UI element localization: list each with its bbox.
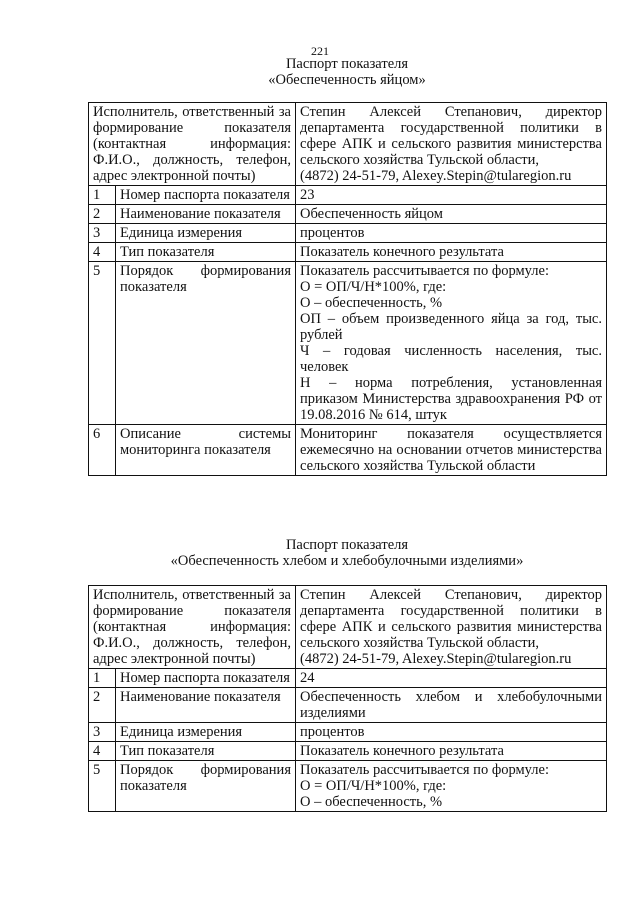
row-label: Наименование показателя bbox=[116, 688, 296, 723]
row-number: 3 bbox=[89, 224, 116, 243]
row-number: 5 bbox=[89, 262, 116, 425]
row-value: Показатель конечного результата bbox=[296, 742, 607, 761]
executor-row bbox=[89, 103, 607, 186]
executor-row bbox=[89, 586, 607, 669]
row-number: 2 bbox=[89, 205, 116, 224]
row-number: 5 bbox=[89, 761, 116, 812]
table-row bbox=[89, 224, 607, 243]
row-label: Порядок формирования показателя bbox=[116, 262, 296, 425]
row-number: 2 bbox=[89, 688, 116, 723]
row-number: 4 bbox=[89, 243, 116, 262]
page-number: 221 bbox=[311, 44, 329, 58]
table-row bbox=[89, 761, 607, 812]
passport-title-line1: Паспорт показателя bbox=[285, 56, 409, 72]
row-value: 23 bbox=[296, 186, 607, 205]
formula-line: О – обеспеченность, % bbox=[300, 794, 443, 810]
row-value: Мониторинг показателя осуществляется ежемесячно на основании отчетов министерства сельского хозяйства Тульской области bbox=[296, 425, 607, 476]
table-row bbox=[89, 688, 607, 723]
executor-label: Исполнитель, ответственный за формирование показателя (контактная информация: Ф.И.О., должность, телефон, адрес электронной почты) bbox=[89, 586, 296, 669]
row-value: Обеспеченность яйцом bbox=[296, 205, 607, 224]
row-value: Обеспеченность хлебом и хлебобулочными изделиями bbox=[296, 688, 607, 723]
executor-value-text: Степин Алексей Степанович, директор департамента государственной политики в сфере АПК и сельского развития министерства сельского хозяйства Тульской области, bbox=[300, 104, 602, 168]
formula-line: О – обеспеченность, % bbox=[300, 295, 443, 311]
executor-contact: (4872) 24-51-79, Alexey.Stepin@tularegion.ru bbox=[300, 168, 572, 184]
row-label: Номер паспорта показателя bbox=[116, 186, 296, 205]
passport-egg bbox=[88, 56, 606, 476]
row-label: Единица измерения bbox=[116, 723, 296, 742]
row-label: Порядок формирования показателя bbox=[116, 761, 296, 812]
row-label: Тип показателя bbox=[116, 742, 296, 761]
executor-value-text: Степин Алексей Степанович, директор департамента государственной политики в сфере АПК и сельского развития министерства сельского хозяйства Тульской области, bbox=[300, 587, 602, 651]
table-row bbox=[89, 262, 607, 425]
passport-table bbox=[88, 585, 607, 812]
passport-title bbox=[88, 537, 606, 569]
row-value: 24 bbox=[296, 669, 607, 688]
formula-line: Н – норма потребления, установленная приказом Министерства здравоохранения РФ от 19.08.2016 № 614, штук bbox=[300, 375, 602, 423]
table-row bbox=[89, 742, 607, 761]
table-row bbox=[89, 186, 607, 205]
passport-table bbox=[88, 102, 607, 476]
table-row bbox=[89, 205, 607, 224]
passport-title-line2: «Обеспеченность хлебом и хлебобулочными изделиями» bbox=[170, 553, 524, 569]
row-number: 1 bbox=[89, 669, 116, 688]
executor-value bbox=[296, 586, 607, 669]
row-value-formula bbox=[296, 262, 607, 425]
row-label: Наименование показателя bbox=[116, 205, 296, 224]
executor-contact: (4872) 24-51-79, Alexey.Stepin@tularegion.ru bbox=[300, 651, 572, 667]
row-number: 4 bbox=[89, 742, 116, 761]
executor-value bbox=[296, 103, 607, 186]
passport-title-line2: «Обеспеченность яйцом» bbox=[268, 72, 426, 88]
row-value: процентов bbox=[296, 723, 607, 742]
formula-line: Ч – годовая численность населения, тыс. человек bbox=[300, 343, 602, 375]
row-number: 3 bbox=[89, 723, 116, 742]
row-number: 1 bbox=[89, 186, 116, 205]
row-number: 6 bbox=[89, 425, 116, 476]
formula-line: О = ОП/Ч/Н*100%, где: bbox=[300, 778, 447, 794]
row-value-formula bbox=[296, 761, 607, 812]
row-label: Номер паспорта показателя bbox=[116, 669, 296, 688]
table-row bbox=[89, 243, 607, 262]
row-label: Описание системы мониторинга показателя bbox=[116, 425, 296, 476]
formula-line: ОП – объем произведенного яйца за год, тыс. рублей bbox=[300, 311, 602, 343]
passport-bread bbox=[88, 537, 606, 812]
row-label: Единица измерения bbox=[116, 224, 296, 243]
executor-label: Исполнитель, ответственный за формирование показателя (контактная информация: Ф.И.О., должность, телефон, адрес электронной почты) bbox=[89, 103, 296, 186]
formula-line: О = ОП/Ч/Н*100%, где: bbox=[300, 279, 447, 295]
passport-title bbox=[88, 56, 606, 88]
passport-title-line1: Паспорт показателя bbox=[285, 537, 409, 553]
row-value: процентов bbox=[296, 224, 607, 243]
row-label: Тип показателя bbox=[116, 243, 296, 262]
table-row bbox=[89, 669, 607, 688]
formula-line: Показатель рассчитывается по формуле: bbox=[300, 263, 549, 279]
table-row bbox=[89, 425, 607, 476]
formula-line: Показатель рассчитывается по формуле: bbox=[300, 762, 549, 778]
table-row bbox=[89, 723, 607, 742]
row-value: Показатель конечного результата bbox=[296, 243, 607, 262]
